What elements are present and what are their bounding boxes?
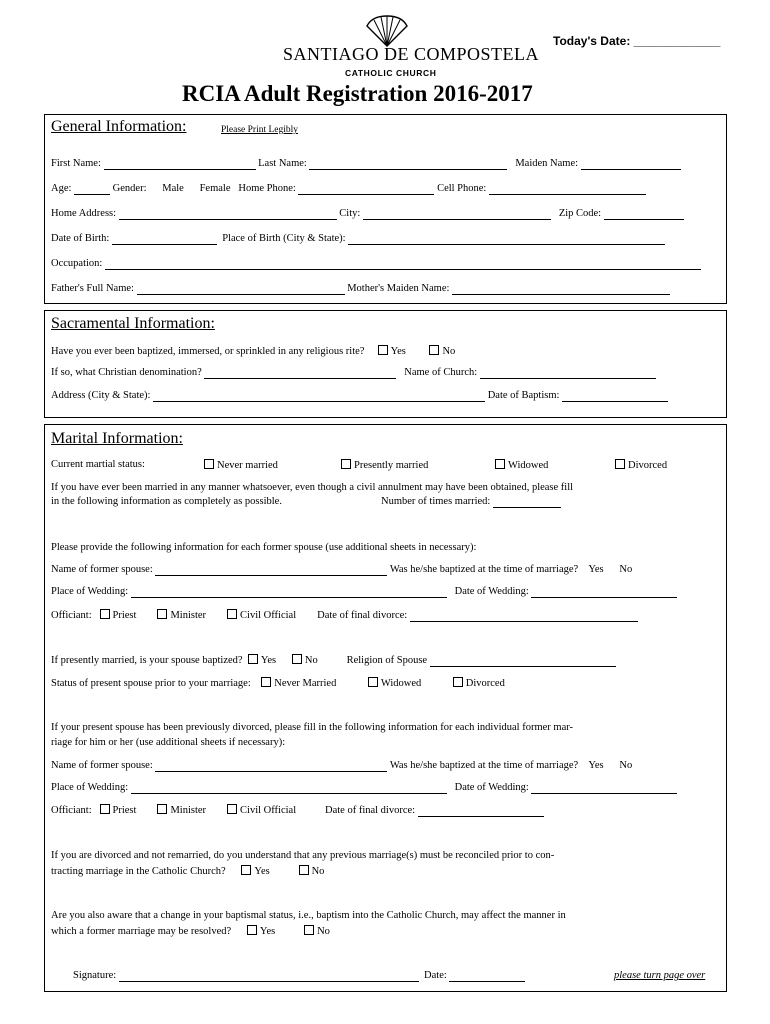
present-widowed-label: Widowed xyxy=(380,678,422,689)
date-label: Date: xyxy=(424,970,447,981)
widowed-label: Widowed xyxy=(508,460,549,471)
former-spouse-label: Name of former spouse: xyxy=(51,564,153,575)
general-info-heading: General Information: xyxy=(51,118,187,135)
never-married-label: Never married xyxy=(217,460,278,471)
date-wedding-field-2[interactable] xyxy=(531,782,677,794)
reconcile-text-2: tracting marriage in the Catholic Church? xyxy=(51,866,226,877)
minister-label-2: Minister xyxy=(170,805,207,816)
priest-label-2: Priest xyxy=(112,805,137,816)
spouse-baptized-yes-checkbox[interactable] xyxy=(248,654,258,664)
civil-official-label: Civil Official xyxy=(240,610,297,621)
baptized-yes-checkbox[interactable] xyxy=(378,345,388,355)
officiant-label: Officiant: xyxy=(51,610,92,621)
date-wedding-label: Date of Wedding: xyxy=(454,586,529,597)
page-title: RCIA Adult Registration 2016-2017 xyxy=(182,81,533,106)
former-spouse-label-2: Name of former spouse: xyxy=(51,760,153,771)
baptism-address-label: Address (City & State): xyxy=(51,390,151,401)
dob-label: Date of Birth: xyxy=(51,233,110,244)
civil-official-label-2: Civil Official xyxy=(240,805,297,816)
present-divorced-text-1: If your present spouse has been previously divorced, please fill in the following information for each individual former mar- xyxy=(51,722,574,733)
reconcile-no-checkbox[interactable] xyxy=(299,865,309,875)
date-field[interactable] xyxy=(449,970,525,982)
zip-label: Zip Code: xyxy=(558,208,602,219)
aware-text-1: Are you also aware that a change in your baptismal status, i.e., baptism into the Catholic Church, may affect the manner in xyxy=(51,910,566,921)
home-phone-label: Home Phone: xyxy=(238,183,296,194)
yes-label: Yes xyxy=(390,346,406,357)
maiden-name-label: Maiden Name: xyxy=(515,158,579,169)
yes-label: Yes xyxy=(254,866,270,877)
priest-label: Priest xyxy=(112,610,137,621)
present-divorced-label: Divorced xyxy=(465,678,505,689)
zip-field[interactable] xyxy=(604,208,684,220)
father-name-field[interactable] xyxy=(137,283,345,295)
former-spouse-field-2[interactable] xyxy=(155,760,387,772)
no-option-2[interactable]: No xyxy=(619,760,633,771)
mother-maiden-label: Mother's Maiden Name: xyxy=(347,283,450,294)
church-name-label: Name of Church: xyxy=(404,367,478,378)
gender-label: Gender: xyxy=(112,183,147,194)
minister-checkbox-2[interactable] xyxy=(157,804,167,814)
place-wedding-field[interactable] xyxy=(131,586,447,598)
marital-info-section xyxy=(44,424,727,992)
minister-label: Minister xyxy=(170,610,207,621)
city-label: City: xyxy=(339,208,361,219)
church-name-field[interactable] xyxy=(480,367,656,379)
signature-field[interactable] xyxy=(119,970,419,982)
logo-text: SANTIAGO DE COMPOSTELA xyxy=(283,44,540,64)
pob-label: Place of Birth (City & State): xyxy=(222,233,346,244)
home-address-label: Home Address: xyxy=(51,208,117,219)
divorced-label: Divorced xyxy=(628,460,668,471)
reconcile-yes-checkbox[interactable] xyxy=(241,865,251,875)
cell-phone-label: Cell Phone: xyxy=(437,183,487,194)
officiant-label-2: Officiant: xyxy=(51,805,92,816)
date-divorce-field[interactable] xyxy=(410,610,638,622)
no-label: No xyxy=(317,926,330,937)
yes-option[interactable]: Yes xyxy=(588,564,604,575)
reconcile-text-1: If you are divorced and not remarried, do you understand that any previous marriage(s) must be reconciled prior to con- xyxy=(51,850,555,861)
aware-text-2: which a former marriage may be resolved? xyxy=(51,926,232,937)
present-never-married-label: Never Married xyxy=(274,678,337,689)
priest-checkbox[interactable] xyxy=(100,609,110,619)
baptism-date-label: Date of Baptism: xyxy=(487,390,560,401)
sacramental-info-heading: Sacramental Information: xyxy=(51,315,215,332)
home-phone-field[interactable] xyxy=(298,183,434,195)
aware-no-checkbox[interactable] xyxy=(304,925,314,935)
religion-spouse-label: Religion of Spouse xyxy=(346,655,428,666)
spouse-baptized-no-checkbox[interactable] xyxy=(292,654,302,664)
present-divorced-text-2: riage for him or her (use additional sheets if necessary): xyxy=(51,737,286,748)
place-wedding-field-2[interactable] xyxy=(131,782,447,794)
yes-label: Yes xyxy=(259,926,276,937)
present-widowed-checkbox[interactable] xyxy=(368,677,378,687)
times-married-label: Number of times married: xyxy=(381,496,491,507)
no-option[interactable]: No xyxy=(619,564,633,575)
prev-married-text-1: If you have ever been married in any manner whatsoever, even though a civil annulment may have been obtained, please fill xyxy=(51,482,574,493)
presently-married-label: Presently married xyxy=(354,460,429,471)
turn-page-note: please turn page over xyxy=(614,970,706,981)
civil-official-checkbox-2[interactable] xyxy=(227,804,237,814)
baptism-address-field[interactable] xyxy=(153,390,485,402)
marital-info-heading: Marital Information: xyxy=(51,430,183,447)
priest-checkbox-2[interactable] xyxy=(100,804,110,814)
todays-date-label: Today's Date: _____________ xyxy=(553,34,721,48)
former-spouse-field[interactable] xyxy=(155,564,387,576)
cell-phone-field[interactable] xyxy=(489,183,646,195)
baptized-at-marriage-label-2: Was he/she baptized at the time of marriage? xyxy=(389,760,579,771)
times-married-field[interactable] xyxy=(493,496,561,508)
logo-subtext: CATHOLIC CHURCH xyxy=(345,68,437,78)
occupation-field[interactable] xyxy=(105,258,701,270)
yes-option-2[interactable]: Yes xyxy=(588,760,604,771)
divorced-checkbox[interactable] xyxy=(615,459,625,469)
last-name-label: Last Name: xyxy=(258,158,307,169)
status-present-spouse-label: Status of present spouse prior to your marriage: xyxy=(51,678,251,689)
male-option[interactable]: Male xyxy=(162,183,184,194)
no-label: No xyxy=(304,655,318,666)
city-field[interactable] xyxy=(363,208,551,220)
date-divorce-label-2: Date of final divorce: xyxy=(325,805,416,816)
denomination-label: If so, what Christian denomination? xyxy=(51,367,202,378)
date-divorce-field-2[interactable] xyxy=(418,805,544,817)
never-married-checkbox[interactable] xyxy=(204,459,214,469)
provide-info-text: Please provide the following information for each former spouse (use additional sheets in necessary): xyxy=(51,542,477,553)
print-legibly-note: Please Print Legibly xyxy=(221,125,299,135)
yes-label: Yes xyxy=(260,655,277,666)
baptized-no-checkbox[interactable] xyxy=(429,345,439,355)
date-divorce-label: Date of final divorce: xyxy=(317,610,408,621)
present-never-married-checkbox[interactable] xyxy=(261,677,271,687)
denomination-field[interactable] xyxy=(204,367,396,379)
spouse-baptized-question: If presently married, is your spouse baptized? xyxy=(51,655,243,666)
place-wedding-label-2: Place of Wedding: xyxy=(51,782,129,793)
date-wedding-label-2: Date of Wedding: xyxy=(454,782,529,793)
maiden-name-field[interactable] xyxy=(581,158,681,170)
prev-married-text-2: in the following information as completely as possible. xyxy=(51,496,282,507)
home-address-field[interactable] xyxy=(119,208,337,220)
civil-official-checkbox[interactable] xyxy=(227,609,237,619)
first-name-field[interactable] xyxy=(104,158,256,170)
pob-field[interactable] xyxy=(348,233,665,245)
first-name-label: First Name: xyxy=(51,158,101,169)
occupation-label: Occupation: xyxy=(51,258,103,269)
present-divorced-checkbox[interactable] xyxy=(453,677,463,687)
signature-label: Signature: xyxy=(73,970,117,981)
no-label: No xyxy=(442,346,456,357)
last-name-field[interactable] xyxy=(309,158,507,170)
minister-checkbox[interactable] xyxy=(157,609,167,619)
religion-spouse-field[interactable] xyxy=(430,655,616,667)
place-wedding-label: Place of Wedding: xyxy=(51,586,129,597)
baptized-at-marriage-label: Was he/she baptized at the time of marriage? xyxy=(389,564,579,575)
age-label: Age: xyxy=(51,183,72,194)
dob-field[interactable] xyxy=(112,233,217,245)
father-name-label: Father's Full Name: xyxy=(51,283,134,294)
marital-status-label: Current martial status: xyxy=(51,459,145,470)
widowed-checkbox[interactable] xyxy=(495,459,505,469)
presently-married-checkbox[interactable] xyxy=(341,459,351,469)
aware-yes-checkbox[interactable] xyxy=(247,925,257,935)
baptism-date-field[interactable] xyxy=(562,390,668,402)
female-option[interactable]: Female xyxy=(199,183,231,194)
date-wedding-field[interactable] xyxy=(531,586,677,598)
baptized-question: Have you ever been baptized, immersed, or sprinkled in any religious rite? xyxy=(51,346,365,357)
mother-maiden-field[interactable] xyxy=(452,283,670,295)
no-label: No xyxy=(311,866,325,877)
scallop-shell-icon xyxy=(362,14,412,48)
age-field[interactable] xyxy=(74,183,110,195)
